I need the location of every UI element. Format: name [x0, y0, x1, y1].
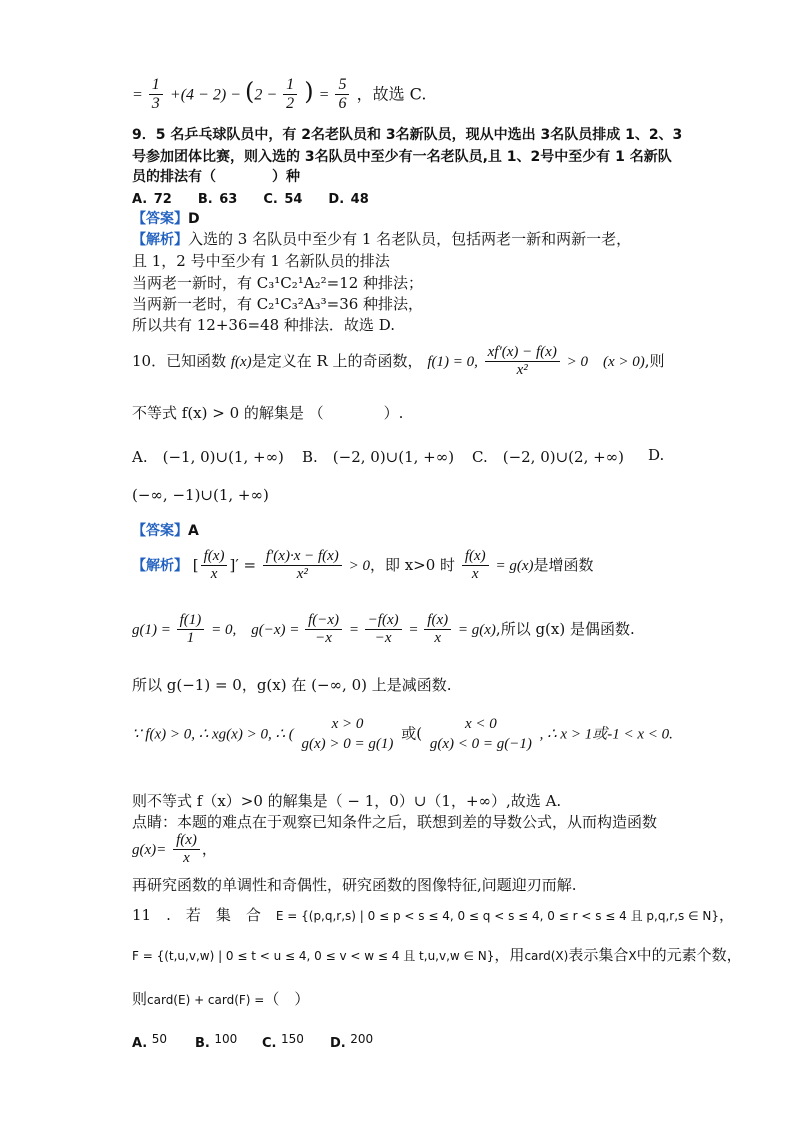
q11-line-3: 则card(E) + card(F) =（ ）: [132, 990, 310, 1008]
q10-note-3: 再研究函数的单调性和奇偶性，研究函数的图像特征,问题迎刃而解.: [132, 876, 577, 894]
q9-answer: 【答案】D: [132, 211, 200, 227]
q9-options: A. 72 B. 63 C. 54 D. 48: [132, 192, 369, 207]
q10-explanation-3: 所以 g(−1) = 0，g(x) 在 (−∞, 0) 上是减函数.: [132, 676, 452, 694]
q11-option-d: D. 200: [330, 1032, 374, 1051]
q9-explanation-2: 且 1，2 号中至少有 1 名新队员的排法: [132, 252, 390, 270]
q10-explanation-1: 【解析】 [ $\frac{f(x)}{x}$ ]′ = $\frac{f'(x)\cdot x - f(x)}{\text{x²}}$ > 0，即 x>0 时 $\frac{f(x)}{x}$ = g(x)是增函数: [132, 548, 594, 583]
q10-option-d-value: (−∞, −1)∪(1, +∞): [132, 486, 269, 504]
q10-explanation-4: ∵ f(x) > 0, ∴ xg(x) > 0, ∴ ( x > 0 g(x) > 0 = g(1) 或( x < 0 g(x) < 0 = g(−1) , ∴ x > 1或-1 < x < 0.: [132, 716, 673, 753]
q10-line-2: 不等式 f(x) > 0 的解集是 （ ）.: [132, 404, 404, 422]
q10-option-c: C. (−2, 0)∪(2, +∞): [472, 448, 625, 466]
q11-option-c: C. 150: [262, 1032, 304, 1051]
q9-line-1: 9．5 名乒乓球队员中，有 2名老队员和 3名新队员，现从中选出 3名队员排成 1、2、3: [132, 127, 683, 143]
answer-tag: 【答案】: [132, 211, 188, 227]
q9-line-3: 员的排法有（ ）种: [132, 169, 300, 185]
q9-explanation-1: 【解析】入选的 3 名队员中至少有 1 名老队员，包括两老一新和两新一老，: [132, 230, 632, 248]
explanation-tag: 【解析】: [132, 232, 188, 248]
q9-explanation-5: 所以共有 12+36=48 种排法．故选 D.: [132, 316, 395, 334]
q11-option-a: A. 50: [132, 1032, 168, 1051]
q10-note-2: g(x)= $\frac{f(x)}{x}$ ，: [132, 832, 217, 867]
prev-result-line: = $\frac{1}{3}$ +(4 − 2) − (2 − $\frac{1}{2}$ ) = $\frac{5}{6}$ ，故选 C.: [132, 76, 427, 113]
answer-tag: 【答案】: [132, 523, 188, 539]
q11-line-1: 11 . 若 集 合 E = {(p,q,r,s) | 0 ≤ p < s ≤ 4, 0 ≤ q < s ≤ 4, 0 ≤ r < s ≤ 4 且 p,q,r,s ∈ N}，: [132, 906, 735, 924]
q10-note-1: 点睛：本题的难点在于观察已知条件之后，联想到差的导数公式，从而构造函数: [132, 813, 658, 831]
q9-line-2: 号参加团体比赛，则入选的 3名队员中至少有一名老队员,且 1、2号中至少有 1 名新队: [132, 149, 672, 165]
q10-option-a: A. (−1, 0)∪(1, +∞): [132, 448, 284, 466]
q10-explanation-2: g(1) = $\frac{f(1)}{1}$ = 0, g(−x) = $\frac{f(-x)}{-x}$ = $\frac{-f(x)}{-x}$ = $\frac{f(x)}{x}$ = g(x),所以 g(x) 是偶函数.: [132, 612, 635, 647]
q9-explanation-4: 当两新一老时，有 C₂¹C₃²A₃³=36 种排法，: [132, 295, 424, 313]
q10-option-d-label: D.: [648, 446, 665, 464]
q11-line-2: F = {(t,u,v,w) | 0 ≤ t < u ≤ 4, 0 ≤ v < w ≤ 4 且 t,u,v,w ∈ N}，用card(X)表示集合X中的元素个数，: [132, 946, 742, 964]
q11-option-b: B. 100: [195, 1032, 238, 1051]
q10-option-b: B. (−2, 0)∪(1, +∞): [302, 448, 455, 466]
q10-line-1: 10．已知函数 f(x)是定义在 R 上的奇函数， f(1) = 0, $\frac{xf'(x) - f(x)}{\text{x²}}$ > 0 (x > 0),则: [132, 344, 665, 379]
q9-explanation-3: 当两老一新时，有 C₃¹C₂¹A₂²=12 种排法；: [132, 274, 424, 292]
q10-answer: 【答案】A: [132, 523, 199, 539]
q10-explanation-5: 则不等式 f（x）>0 的解集是（ − 1，0）∪（1，+∞）,故选 A.: [132, 792, 562, 810]
explanation-tag: 【解析】: [132, 557, 188, 574]
